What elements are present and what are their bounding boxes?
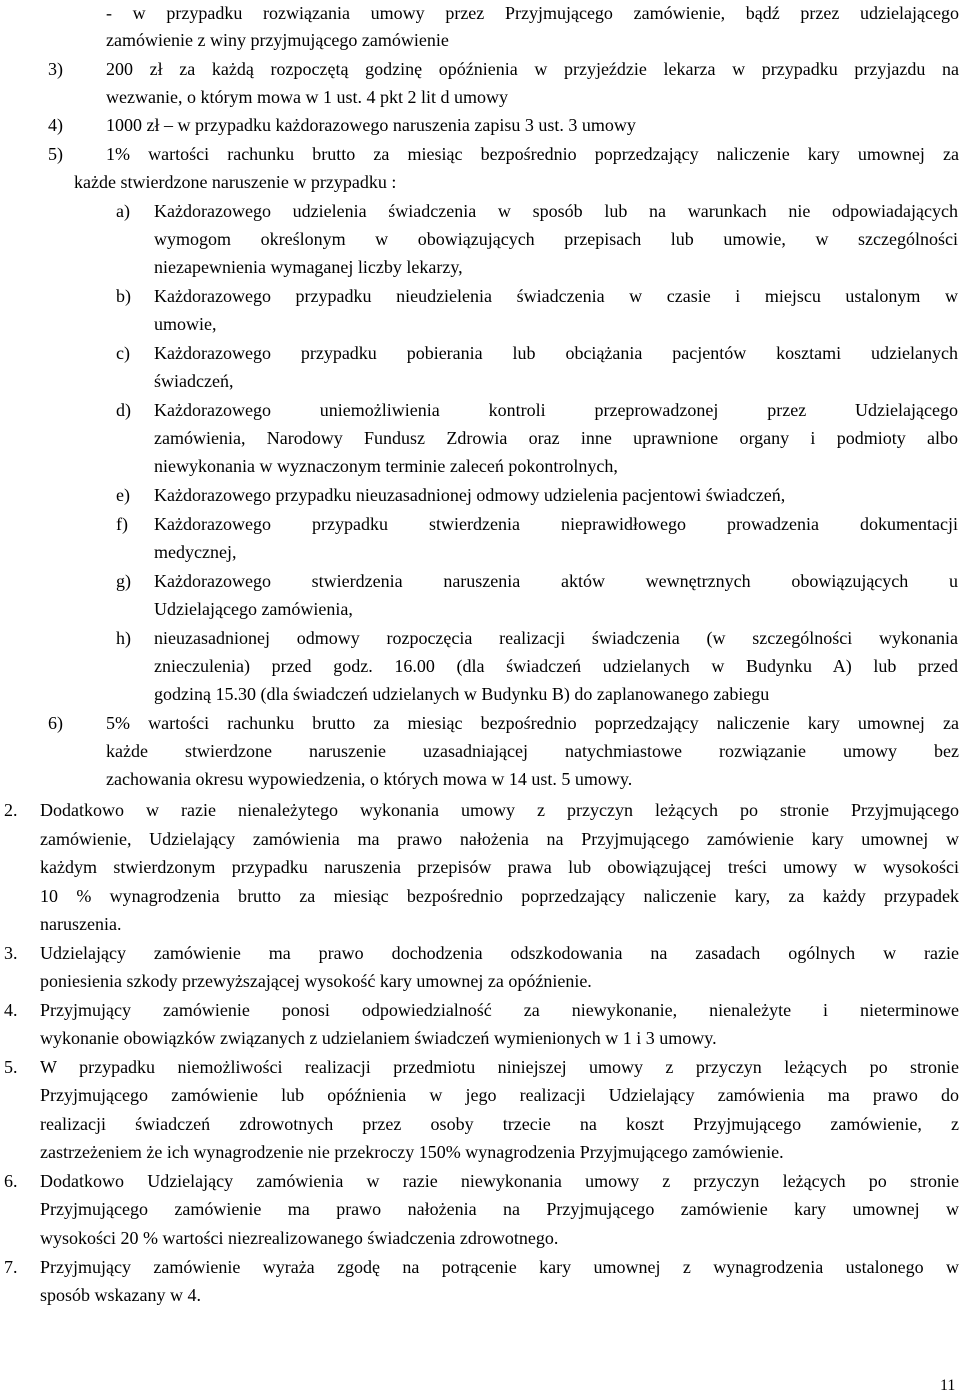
para-5-line-1: W przypadku niemożliwości realizacji przedmiotu niniejszej umowy z przyczyn leżących po stronie <box>40 1057 959 1077</box>
sub-h-letter: h) <box>116 628 131 648</box>
para-5-line-2: Przyjmującego zamówienie lub opóźnienia w jego realizacji Udzielający zamówienia ma prawo do <box>40 1085 959 1105</box>
dash-line-1: - w przypadku rozwiązania umowy przez Przyjmującego zamówienie, bądź przez udzielającego <box>106 3 959 23</box>
item-5-line-2: każde stwierdzone naruszenie w przypadku : <box>74 172 397 192</box>
item-4-number: 4) <box>48 115 63 135</box>
sub-a-line-2: wymogom określonym w obowiązujących przepisach lub umowie, w szczególności <box>154 229 958 249</box>
sub-b-letter: b) <box>116 286 131 306</box>
sub-e-line-1: Każdorazowego przypadku nieuzasadnionej odmowy udzielenia pacjentowi świadczeń, <box>154 485 786 505</box>
item-6-line-1: 5% wartości rachunku brutto za miesiąc bezpośrednio poprzedzający naliczenie kary umownej za <box>106 713 959 733</box>
para-7-number: 7. <box>4 1257 18 1277</box>
para-5-line-4: zastrzeżeniem że ich wynagrodzenie nie przekroczy 150% wynagrodzenia Przyjmującego zamówienie. <box>40 1142 784 1162</box>
item-6-line-3: zachowania okresu wypowiedzenia, o których mowa w 14 ust. 5 umowy. <box>106 769 633 789</box>
sub-d-letter: d) <box>116 400 131 420</box>
sub-g-line-1: Każdorazowego stwierdzenia naruszenia aktów wewnętrznych obowiązujących u <box>154 571 958 591</box>
para-2-number: 2. <box>4 800 18 820</box>
para-6-number: 6. <box>4 1171 18 1191</box>
sub-d-line-2: zamówienia, Narodowy Fundusz Zdrowia oraz inne uprawnione organy i podmioty albo <box>154 428 958 448</box>
item-3-number: 3) <box>48 59 63 79</box>
para-2-line-4: 10 % wynagrodzenia brutto za miesiąc bezpośrednio poprzedzający naliczenie kary, za każdy przypadek <box>40 886 959 906</box>
sub-b-line-1: Każdorazowego przypadku nieudzielenia świadczenia w czasie i miejscu ustalonym w <box>154 286 958 306</box>
sub-a-line-3: niezapewnienia wymaganej liczby lekarzy, <box>154 257 463 277</box>
sub-h-line-2: znieczulenia) przed godz. 16.00 (dla świadczeń udzielanych w Budynku A) lub przed <box>154 656 958 676</box>
item-5-line-1: 1% wartości rachunku brutto za miesiąc bezpośrednio poprzedzający naliczenie kary umownej za <box>106 144 959 164</box>
para-3-line-1: Udzielający zamówienie ma prawo dochodzenia odszkodowania na zasadach ogólnych w razie <box>40 943 959 963</box>
item-5-number: 5) <box>48 144 63 164</box>
para-2-line-5: naruszenia. <box>40 914 122 934</box>
para-4-line-2: wykonanie obowiązków związanych z udzielaniem świadczeń wymienionych w 1 i 3 umowy. <box>40 1028 717 1048</box>
sub-c-line-1: Każdorazowego przypadku pobierania lub obciążania pacjentów kosztami udzielanych <box>154 343 958 363</box>
sub-b-line-2: umowie, <box>154 314 217 334</box>
para-7-line-2: sposób wskazany w 4. <box>40 1285 201 1305</box>
sub-c-letter: c) <box>116 343 130 363</box>
para-4-line-1: Przyjmujący zamówienie ponosi odpowiedzialność za niewykonanie, nienależyte i nieterminowe <box>40 1000 959 1020</box>
para-5-number: 5. <box>4 1057 18 1077</box>
sub-f-line-1: Każdorazowego przypadku stwierdzenia nieprawidłowego prowadzenia dokumentacji <box>154 514 958 534</box>
para-3-line-2: poniesienia szkody przewyższającej wysokość kary umownej za opóźnienie. <box>40 971 592 991</box>
item-6-number: 6) <box>48 713 63 733</box>
item-3-line-1: 200 zł za każdą rozpoczętą godzinę opóźnienia w przyjeździe lekarza w przypadku przyjazdu na <box>106 59 959 79</box>
sub-e-letter: e) <box>116 485 130 505</box>
para-2-line-3: każdym stwierdzonym przypadku naruszenia przepisów prawa lub obowiązującej treści umowy w wysokości <box>40 857 959 877</box>
para-5-line-3: realizacji świadczeń zdrowotnych przez osoby trzecie na koszt Przyjmującego zamówienie, z <box>40 1114 959 1134</box>
para-2-line-1: Dodatkowo w razie nienależytego wykonania umowy z przyczyn leżących po stronie Przyjmującego <box>40 800 959 820</box>
para-3-number: 3. <box>4 943 18 963</box>
sub-a-letter: a) <box>116 201 130 221</box>
dash-line-2: zamówienie z winy przyjmującego zamówienie <box>106 30 449 50</box>
sub-a-line-1: Każdorazowego udzielenia świadczenia w sposób lub na warunkach nie odpowiadających <box>154 201 958 221</box>
para-7-line-1: Przyjmujący zamówienie wyraża zgodę na potrącenie kary umownej z wynagrodzenia ustalonego w <box>40 1257 959 1277</box>
sub-f-line-2: medycznej, <box>154 542 237 562</box>
sub-d-line-1: Każdorazowego uniemożliwienia kontroli przeprowadzonej przez Udzielającego <box>154 400 958 420</box>
sub-h-line-3: godziną 15.30 (dla świadczeń udzielanych w Budynku B) do zaplanowanego zabiegu <box>154 684 770 704</box>
para-6-line-2: Przyjmującego zamówienie ma prawo nałożenia na Przyjmującego zamówienie kary umownej w <box>40 1199 959 1219</box>
para-6-line-1: Dodatkowo Udzielający zamówienia w razie niewykonania umowy z przyczyn leżących po stronie <box>40 1171 959 1191</box>
item-3-line-2: wezwanie, o którym mowa w 1 ust. 4 pkt 2 lit d umowy <box>106 87 508 107</box>
para-6-line-3: wysokości 20 % wartości niezrealizowanego świadczenia zdrowotnego. <box>40 1228 559 1248</box>
sub-d-line-3: niewykonania w wyznaczonym terminie zaleceń pokontrolnych, <box>154 456 618 476</box>
sub-c-line-2: świadczeń, <box>154 371 234 391</box>
page-number: 11 <box>940 1377 956 1394</box>
para-2-line-2: zamówienie, Udzielający zamówienia ma prawo nałożenia na Przyjmującego zamówienie kary umownej w <box>40 829 959 849</box>
para-4-number: 4. <box>4 1000 18 1020</box>
sub-f-letter: f) <box>116 514 128 534</box>
sub-g-line-2: Udzielającego zamówienia, <box>154 599 353 619</box>
item-4-line-1: 1000 zł – w przypadku każdorazowego naruszenia zapisu 3 ust. 3 umowy <box>106 115 636 135</box>
item-6-line-2: każde stwierdzone naruszenie uzasadniającej natychmiastowe rozwiązanie umowy bez <box>106 741 959 761</box>
sub-g-letter: g) <box>116 571 131 591</box>
sub-h-line-1: nieuzasadnionej odmowy rozpoczęcia realizacji świadczenia (w szczególności wykonania <box>154 628 958 648</box>
